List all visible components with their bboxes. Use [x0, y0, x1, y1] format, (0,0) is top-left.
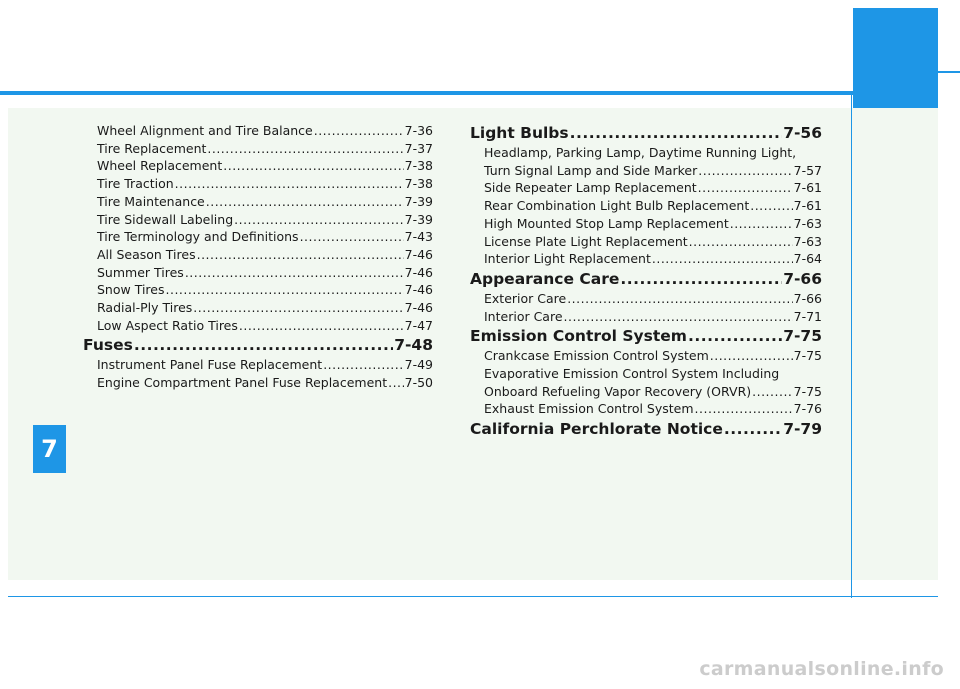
- toc-entry[interactable]: [83, 228, 433, 246]
- toc-entry-title: Snow Tires: [97, 282, 165, 298]
- toc-entry-title: Exhaust Emission Control System: [484, 401, 694, 417]
- toc-page-number: 7-61: [793, 198, 822, 214]
- toc-entry-title: Crankcase Emission Control System: [484, 348, 709, 364]
- toc-entry-title: Tire Replacement: [97, 140, 207, 156]
- toc-entry-title-line[interactable]: Evaporative Emission Control System Including: [484, 366, 780, 382]
- toc-page-number: 7-75: [793, 383, 822, 399]
- dot-leader: [314, 122, 404, 140]
- toc-page-number: 7-38: [404, 158, 433, 174]
- toc-entry[interactable]: [470, 347, 822, 365]
- toc-entry-title: Emission Control System: [470, 327, 687, 346]
- dot-leader: [652, 250, 793, 268]
- toc-left-column: [83, 122, 433, 392]
- toc-entry[interactable]: [83, 246, 433, 264]
- dot-leader: [223, 157, 403, 175]
- dot-leader: [388, 374, 404, 392]
- toc-entry-title: Rear Combination Light Bulb Replacement: [484, 198, 750, 214]
- dot-leader: [185, 264, 404, 282]
- toc-entry[interactable]: [470, 162, 822, 180]
- toc-entry-title: Side Repeater Lamp Replacement: [484, 180, 697, 196]
- toc-page-number: 7-36: [404, 123, 433, 138]
- toc-entry-title: Engine Compartment Panel Fuse Replacement: [97, 375, 388, 391]
- dot-leader: [300, 228, 404, 246]
- toc-entry[interactable]: [470, 400, 822, 418]
- toc-entry[interactable]: [83, 122, 433, 140]
- toc-entry-title: Exterior Care: [484, 290, 567, 306]
- toc-entry-title: Interior Light Replacement: [484, 251, 651, 267]
- dot-leader: [206, 193, 404, 211]
- dot-leader: [175, 175, 404, 193]
- dot-leader: [570, 123, 783, 144]
- toc-entry[interactable]: [83, 356, 433, 374]
- toc-page-number: 7-50: [404, 375, 433, 391]
- toc-entry[interactable]: [83, 157, 433, 175]
- toc-page-number: 7-39: [404, 193, 433, 209]
- toc-entry-title: Wheel Replacement: [97, 158, 223, 174]
- toc-section-heading[interactable]: [470, 268, 822, 290]
- toc-entry[interactable]: [470, 383, 822, 401]
- toc-entry-title: Tire Maintenance: [97, 193, 205, 209]
- toc-page-number: 7-46: [404, 246, 433, 262]
- chapter-tab[interactable]: 7: [33, 425, 66, 473]
- dot-leader: [239, 317, 404, 335]
- toc-entry-title: Turn Signal Lamp and Side Marker: [484, 162, 698, 178]
- dot-leader: [688, 326, 782, 347]
- toc-entry-title: Instrument Panel Fuse Replacement: [97, 357, 323, 373]
- toc-entry-title: Tire Sidewall Labeling: [97, 211, 234, 227]
- toc-entry[interactable]: [470, 233, 822, 251]
- toc-entry[interactable]: [83, 211, 433, 229]
- toc-entry[interactable]: [83, 299, 433, 317]
- toc-entry-title: High Mounted Stop Lamp Replacement: [484, 215, 729, 231]
- toc-entry[interactable]: [470, 179, 822, 197]
- dot-leader: [724, 419, 782, 440]
- toc-page-number: 7-79: [783, 420, 822, 439]
- toc-entry[interactable]: [83, 175, 433, 193]
- toc-page-number: 7-63: [793, 215, 822, 231]
- toc-entry-title: All Season Tires: [97, 246, 196, 262]
- toc-page-number: 7-63: [793, 233, 822, 249]
- toc-page-number: 7-49: [404, 357, 433, 373]
- dot-leader: [695, 400, 793, 418]
- toc-entry[interactable]: [83, 281, 433, 299]
- toc-page-number: 7-71: [793, 308, 822, 324]
- dot-leader: [134, 335, 393, 356]
- toc-entry-title: Wheel Alignment and Tire Balance: [97, 123, 313, 138]
- toc-entry-title: Onboard Refueling Vapor Recovery (ORVR): [484, 383, 752, 399]
- dot-leader: [193, 299, 403, 317]
- dot-leader: [698, 162, 792, 180]
- toc-section-heading[interactable]: [470, 325, 822, 347]
- toc-page-number: 7-37: [404, 140, 433, 156]
- toc-entry[interactable]: [83, 140, 433, 158]
- right-edge-rule: [938, 71, 960, 73]
- toc-entry-title: Light Bulbs: [470, 124, 569, 142]
- toc-page-number: 7-64: [793, 251, 822, 267]
- toc-page-number: 7-47: [404, 317, 433, 333]
- toc-entry-title: Fuses: [83, 336, 133, 355]
- dot-leader: [567, 290, 792, 308]
- toc-page-number: 7-48: [394, 336, 433, 355]
- toc-page-number: 7-38: [404, 176, 433, 192]
- toc-section-heading[interactable]: [470, 418, 822, 440]
- toc-page-number: 7-61: [793, 180, 822, 196]
- watermark: carmanualsonline.info: [699, 658, 944, 680]
- toc-page-number: 7-46: [404, 282, 433, 298]
- toc-page-number: 7-57: [793, 162, 822, 178]
- dot-leader: [323, 356, 403, 374]
- toc-entry[interactable]: [83, 374, 433, 392]
- toc-entry[interactable]: [470, 215, 822, 233]
- toc-entry-title: Tire Terminology and Definitions: [97, 229, 299, 245]
- toc-entry-title: Summer Tires: [97, 264, 184, 280]
- toc-page-number: 7-43: [404, 229, 433, 245]
- toc-entry-title: California Perchlorate Notice: [470, 420, 723, 439]
- dot-leader: [710, 347, 793, 365]
- toc-entry[interactable]: [470, 250, 822, 268]
- dot-leader: [234, 211, 403, 229]
- toc-page-number: 7-75: [793, 348, 822, 364]
- toc-entry[interactable]: [470, 290, 822, 308]
- toc-entry[interactable]: [83, 317, 433, 335]
- dot-leader: [752, 383, 792, 401]
- bottom-rule: [8, 596, 938, 597]
- dot-leader: [197, 246, 404, 264]
- toc-entry-title-line[interactable]: Headlamp, Parking Lamp, Daytime Running Light,: [484, 145, 797, 160]
- dot-leader: [166, 281, 404, 299]
- toc-entry[interactable]: [83, 264, 433, 282]
- toc-entry-title: Radial-Ply Tires: [97, 300, 193, 316]
- toc-page-number: 7-66: [783, 269, 822, 288]
- blue-corner-block: [853, 8, 938, 108]
- toc-page-number: 7-76: [793, 401, 822, 417]
- toc-entry[interactable]: [470, 197, 822, 215]
- top-rule: [0, 91, 853, 95]
- toc-page-number: 7-66: [793, 290, 822, 306]
- toc-page-number: 7-46: [404, 300, 433, 316]
- toc-page-number: 7-56: [783, 124, 822, 142]
- dot-leader: [730, 215, 793, 233]
- dot-leader: [750, 197, 792, 215]
- toc-entry-title: Tire Traction: [97, 176, 174, 192]
- vertical-divider: [851, 95, 852, 598]
- toc-page-number: 7-75: [783, 327, 822, 346]
- toc-right-column: [470, 122, 822, 440]
- toc-entry-title: Interior Care: [484, 308, 563, 324]
- toc-page-number: 7-39: [404, 211, 433, 227]
- toc-entry[interactable]: [83, 193, 433, 211]
- toc-entry-title: Appearance Care: [470, 269, 620, 288]
- toc-section-heading[interactable]: [470, 122, 822, 144]
- dot-leader: [207, 140, 403, 158]
- toc-entry[interactable]: [470, 308, 822, 326]
- toc-section-heading[interactable]: [83, 334, 433, 356]
- toc-entry-title: Low Aspect Ratio Tires: [97, 317, 238, 333]
- dot-leader: [620, 269, 782, 290]
- toc-page-number: 7-46: [404, 264, 433, 280]
- dot-leader: [698, 179, 793, 197]
- dot-leader: [689, 233, 793, 251]
- dot-leader: [564, 308, 793, 326]
- toc-entry-title: License Plate Light Replacement: [484, 233, 688, 249]
